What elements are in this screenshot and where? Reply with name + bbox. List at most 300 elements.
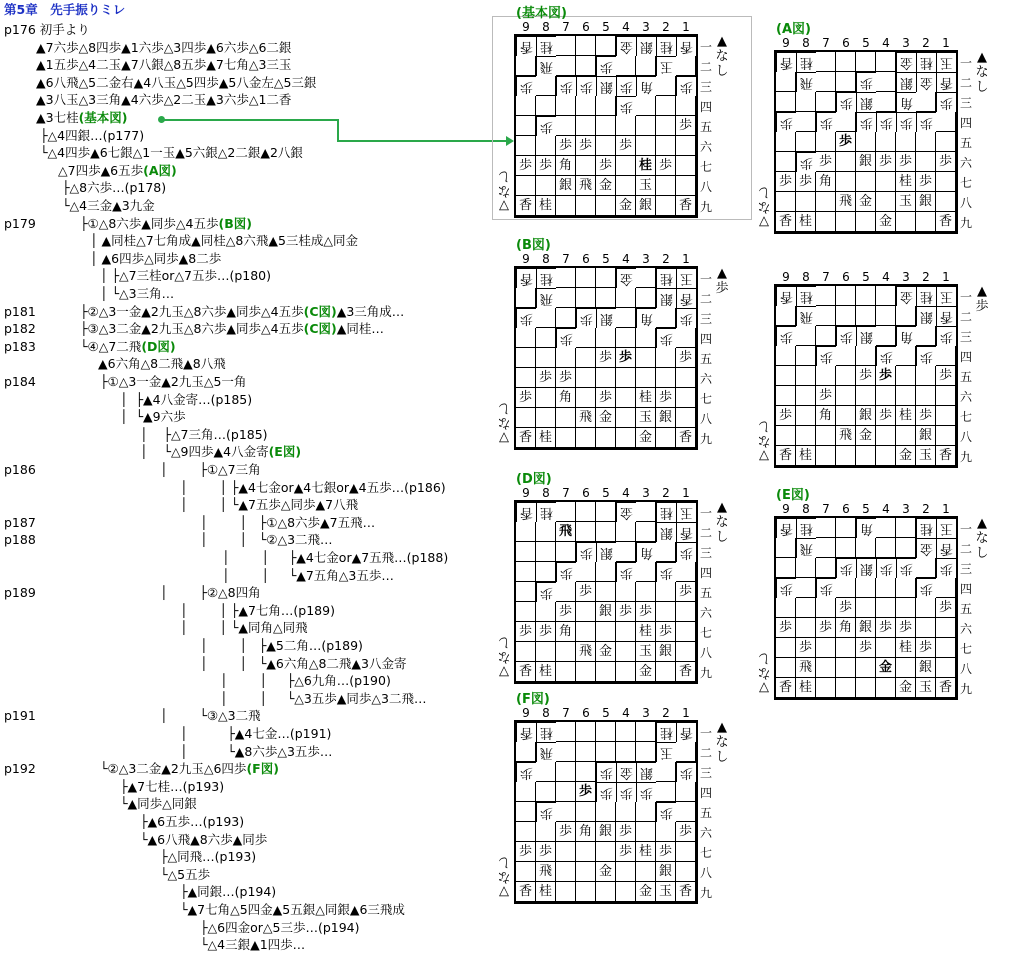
board-square [596,722,616,742]
move-line [180,724,331,743]
file-number: 3 [642,486,650,500]
board-square [836,152,856,172]
move-text: │ │ ├①△8六歩▲7五飛… [200,514,376,530]
board-square [656,602,676,622]
sente-piece: 歩 [936,598,956,618]
sente-piece: 角 [836,618,856,638]
board-square [576,116,596,136]
sente-hand: ▲ 歩 [975,284,989,314]
gote-piece: 歩 [916,346,936,366]
file-number: 4 [622,20,630,34]
sente-piece: 歩 [656,156,676,176]
sente-piece: 歩 [636,602,656,622]
line-page-ref: p183 [4,338,36,354]
rank-label: 四 [699,786,712,800]
sente-piece: 角 [576,822,596,842]
sente-piece: 歩 [656,388,676,408]
gote-piece: 桂 [536,722,556,742]
moved-piece: 歩 [576,782,596,802]
board-square [836,678,856,698]
sente-piece: 香 [516,662,536,682]
move-text: │ │ ├▲7七角…(p189) [180,602,335,618]
move-text: │ │ └▲同角△同飛 [180,620,308,636]
rank-label: 八 [699,866,712,880]
board-square [796,406,816,426]
rank-label: 七 [699,392,712,406]
gote-piece: 香 [676,722,696,742]
move-text: p176 初手より [4,22,90,37]
sente-piece: 飛 [836,192,856,212]
rank-label: 八 [959,430,972,444]
file-number: 3 [902,36,910,50]
board-square [676,602,696,622]
gote-piece: 歩 [536,582,556,602]
rank-label: 三 [959,330,972,344]
gote-piece: 飛 [796,306,816,326]
board-square [536,76,556,96]
board-square [556,56,576,76]
board-square [576,56,596,76]
sente-piece: 香 [516,196,536,216]
board-square [776,658,796,678]
board-square [796,326,816,346]
board-square [636,802,656,822]
board-square [576,862,596,882]
move-line [62,196,155,215]
sente-piece: 歩 [576,136,596,156]
rank-label: 四 [699,566,712,580]
rank-label: 二 [699,746,712,760]
board-square [616,742,636,762]
board-square [536,176,556,196]
board-square [676,56,696,76]
file-number: 2 [922,502,930,516]
board-square [556,196,576,216]
sente-piece: 飛 [796,658,816,678]
gote-piece: 歩 [616,76,636,96]
sente-piece: 桂 [536,882,556,902]
board-square [936,132,956,152]
move-line [222,548,448,567]
file-number: 5 [862,270,870,284]
move-text: └▲7七角△5四金▲5五銀△同銀▲6三飛成 [180,902,405,917]
board-square [876,172,896,192]
sente-piece: 香 [676,428,696,448]
board-square [576,502,596,522]
file-number: 8 [802,36,810,50]
sente-piece: 飛 [536,862,556,882]
board-square [676,622,696,642]
board-square [676,742,696,762]
gote-piece: 歩 [876,558,896,578]
rank-label: 五 [959,136,972,150]
sente-piece: 歩 [616,602,636,622]
gote-piece: 桂 [916,52,936,72]
gote-piece: 桂 [656,268,676,288]
gote-piece: 玉 [656,742,676,762]
board-square [536,348,556,368]
sente-piece: 銀 [656,862,676,882]
board-grid [774,284,958,468]
sente-piece: 銀 [856,618,876,638]
rank-label: 三 [959,562,972,576]
diagram-ref: (C図) [303,321,337,337]
board-square [816,678,836,698]
move-line [100,284,174,303]
sente-piece: 歩 [876,406,896,426]
board-square [856,678,876,698]
board-square [896,518,916,538]
gote-piece: 角 [636,76,656,96]
gote-piece: 桂 [536,36,556,56]
move-line [200,530,333,549]
board-square [856,286,876,306]
board-square [856,306,876,326]
file-number: 2 [922,270,930,284]
board-square [816,598,836,618]
board-square [916,618,936,638]
board-square [776,638,796,658]
sente-piece: 香 [776,212,796,232]
sente-piece: 歩 [676,822,696,842]
move-text: └△4三金▲3九金 [62,198,155,213]
board-square [776,558,796,578]
rank-label: 二 [699,60,712,74]
sente-piece: 歩 [536,368,556,388]
move-line [40,126,144,145]
board-grid [514,266,698,450]
gote-piece: 香 [936,72,956,92]
board-square [576,288,596,308]
board-square [616,642,636,662]
rank-label: 七 [959,176,972,190]
move-line [200,636,363,655]
board-square [596,562,616,582]
board-square [836,406,856,426]
sente-piece: 歩 [536,622,556,642]
board-square [896,306,916,326]
move-text: └②△3二金▲2九玉△6四歩 [100,761,247,777]
file-number: 3 [902,270,910,284]
board-square [616,308,636,328]
gote-piece: 角 [856,518,876,538]
sente-piece: 歩 [616,136,636,156]
board-square [816,286,836,306]
board-square [876,326,896,346]
board-square [816,366,836,386]
move-line [80,319,384,338]
diagram-ref: (C図) [303,303,337,319]
sente-piece: 香 [936,678,956,698]
move-text: ▲7六歩△8四歩▲1六歩△3四歩▲6六歩△6二銀 [36,39,292,55]
sente-hand: ▲ な し [975,516,989,561]
board-square [896,386,916,406]
file-number: 5 [602,706,610,720]
moved-piece: 飛 [556,522,576,542]
board-square [776,538,796,558]
board-square [596,882,616,902]
board-square [536,542,556,562]
board-square [856,578,876,598]
board-square [896,426,916,446]
board-square [876,446,896,466]
sente-piece: 玉 [896,192,916,212]
line-page-ref: p181 [4,303,36,319]
sente-piece: 香 [776,678,796,698]
board-square [896,658,916,678]
board-square [596,368,616,388]
file-number: 1 [942,502,950,516]
board-square [916,598,936,618]
board-square [836,112,856,132]
sente-piece: 玉 [916,678,936,698]
gote-piece: 歩 [936,92,956,112]
board-square [576,522,596,542]
move-line [80,302,404,321]
move-text: ├△4四銀…(p177) [40,127,145,143]
file-number: 6 [842,270,850,284]
board-square [836,638,856,658]
board-square [816,538,836,558]
board-square [636,742,656,762]
connector-line [162,119,338,121]
sente-piece: 香 [676,662,696,682]
move-text: │ ├②△8四角 [160,585,261,601]
board-square [776,72,796,92]
sente-piece: 桂 [636,388,656,408]
gote-piece: 歩 [776,578,796,598]
gote-piece: 桂 [536,502,556,522]
sente-piece: 歩 [936,152,956,172]
board-square [676,388,696,408]
gote-piece: 歩 [556,76,576,96]
move-line [140,425,268,444]
board-square [676,328,696,348]
board-square [576,562,596,582]
move-line [100,759,279,778]
board-square [836,366,856,386]
board-square [596,288,616,308]
gote-piece: 歩 [576,308,596,328]
board-square [916,132,936,152]
board-square [576,268,596,288]
board-title: (D図) [516,472,552,487]
board-square [636,722,656,742]
board-square [776,598,796,618]
board-square [616,662,636,682]
sente-piece: 桂 [796,678,816,698]
gote-piece: 歩 [836,326,856,346]
gote-piece: 香 [676,288,696,308]
move-line [200,935,305,954]
board-square [656,176,676,196]
page-title: 第5章 先手振りミレ [4,2,126,17]
gote-hand: ▽ な し [497,854,511,899]
board-square [816,52,836,72]
board-square [776,346,796,366]
rank-label: 八 [699,646,712,660]
sente-piece: 歩 [876,618,896,638]
board-square [516,602,536,622]
move-line [200,654,406,673]
file-number: 4 [622,252,630,266]
file-number: 8 [542,486,550,500]
move-text: │ └▲8六歩△3五歩… [180,743,333,759]
gote-piece: 桂 [796,518,816,538]
gote-piece: 歩 [856,112,876,132]
board-square [876,52,896,72]
gote-piece: 金 [916,538,936,558]
board-square [536,562,556,582]
board-square [616,622,636,642]
file-number: 1 [682,20,690,34]
board-title: (A図) [776,22,811,37]
gote-piece: 歩 [856,72,876,92]
board-square [676,176,696,196]
move-line [160,583,261,602]
gote-piece: 歩 [556,562,576,582]
move-text: ├▲同銀…(p194) [180,884,277,900]
board-square [536,136,556,156]
sente-piece: 玉 [636,176,656,196]
board-title: (F図) [516,692,550,707]
board-square [876,638,896,658]
gote-piece: 香 [676,522,696,542]
gote-piece: 香 [776,518,796,538]
gote-piece: 桂 [656,36,676,56]
sente-piece: 銀 [856,152,876,172]
board-square [856,52,876,72]
board-square [636,288,656,308]
gote-piece: 玉 [656,56,676,76]
board-square [876,92,896,112]
gote-piece: 歩 [616,782,636,802]
line-page-ref: p189 [4,585,36,601]
gote-piece: 歩 [836,558,856,578]
move-line [180,618,308,637]
file-number: 3 [642,252,650,266]
rank-label: 六 [959,622,972,636]
move-text: ▲6八飛△5二金右▲4八玉△5四歩▲5八金左△5三銀 [36,74,317,90]
gote-piece: 歩 [616,96,636,116]
sente-piece: 角 [556,156,576,176]
board-square [936,406,956,426]
file-number: 7 [562,20,570,34]
rank-label: 九 [699,886,712,900]
sente-piece: 玉 [916,446,936,466]
sente-piece: 歩 [556,136,576,156]
move-text: └△4四歩▲6七銀△1一玉▲5六銀△2二銀▲2八銀 [40,145,303,161]
sente-piece: 桂 [896,638,916,658]
board-square [816,306,836,326]
board-square [556,582,576,602]
board-square [576,882,596,902]
board-square [916,366,936,386]
gote-piece: 銀 [596,308,616,328]
board-square [516,522,536,542]
board-square [836,72,856,92]
board-square [516,642,536,662]
board-square [796,92,816,112]
gote-piece: 歩 [636,782,656,802]
rank-label: 六 [699,140,712,154]
move-line [62,178,166,197]
gote-piece: 歩 [796,152,816,172]
move-text: ▲6六角△8二飛▲8八飛 [98,356,226,372]
move-tail: ▲3三角成… [336,303,405,319]
gote-piece: 歩 [816,112,836,132]
file-number: 3 [642,706,650,720]
move-text: │ │ └▲6六角△8二飛▲3八金寄 [200,655,407,671]
sente-hand: ▲ な し [715,720,729,765]
board-square [516,288,536,308]
board-square [936,618,956,638]
rank-label: 五 [959,370,972,384]
rank-label: 二 [959,542,972,556]
moved-piece: 歩 [836,132,856,152]
sente-piece: 香 [516,428,536,448]
board-square [896,366,916,386]
sente-piece: 金 [616,196,636,216]
board-square [556,116,576,136]
move-text: │ └③△3二飛 [160,708,261,724]
move-line [120,407,186,426]
board-square [596,802,616,822]
sente-hand: ▲ な し [715,34,729,79]
gote-piece: 歩 [676,308,696,328]
board-square [856,386,876,406]
board-square [936,638,956,658]
file-number: 9 [522,486,530,500]
rank-label: 二 [959,310,972,324]
board-square [896,346,916,366]
board-square [596,428,616,448]
board-square [676,156,696,176]
board-square [636,368,656,388]
sente-piece: 歩 [776,172,796,192]
file-number: 1 [682,252,690,266]
gote-piece: 歩 [516,308,536,328]
sente-piece: 金 [896,678,916,698]
board-square [876,306,896,326]
file-number: 8 [542,706,550,720]
sente-piece: 歩 [656,622,676,642]
gote-piece: 飛 [536,56,556,76]
move-line [180,478,446,497]
board-title: (B図) [516,238,551,253]
board-square [556,348,576,368]
rank-label: 三 [699,312,712,326]
board-square [536,328,556,348]
rank-label: 四 [959,582,972,596]
sente-piece: 金 [636,662,656,682]
file-number: 1 [942,270,950,284]
sente-piece: 歩 [916,406,936,426]
sente-piece: 歩 [556,368,576,388]
sente-piece: 香 [936,446,956,466]
board-square [676,782,696,802]
board-square [816,132,836,152]
sente-piece: 歩 [576,582,596,602]
board-square [576,842,596,862]
board-square [796,598,816,618]
board-square [676,642,696,662]
file-number: 4 [882,36,890,50]
board-square [516,862,536,882]
board-square [856,212,876,232]
board-square [836,578,856,598]
board-square [536,642,556,662]
